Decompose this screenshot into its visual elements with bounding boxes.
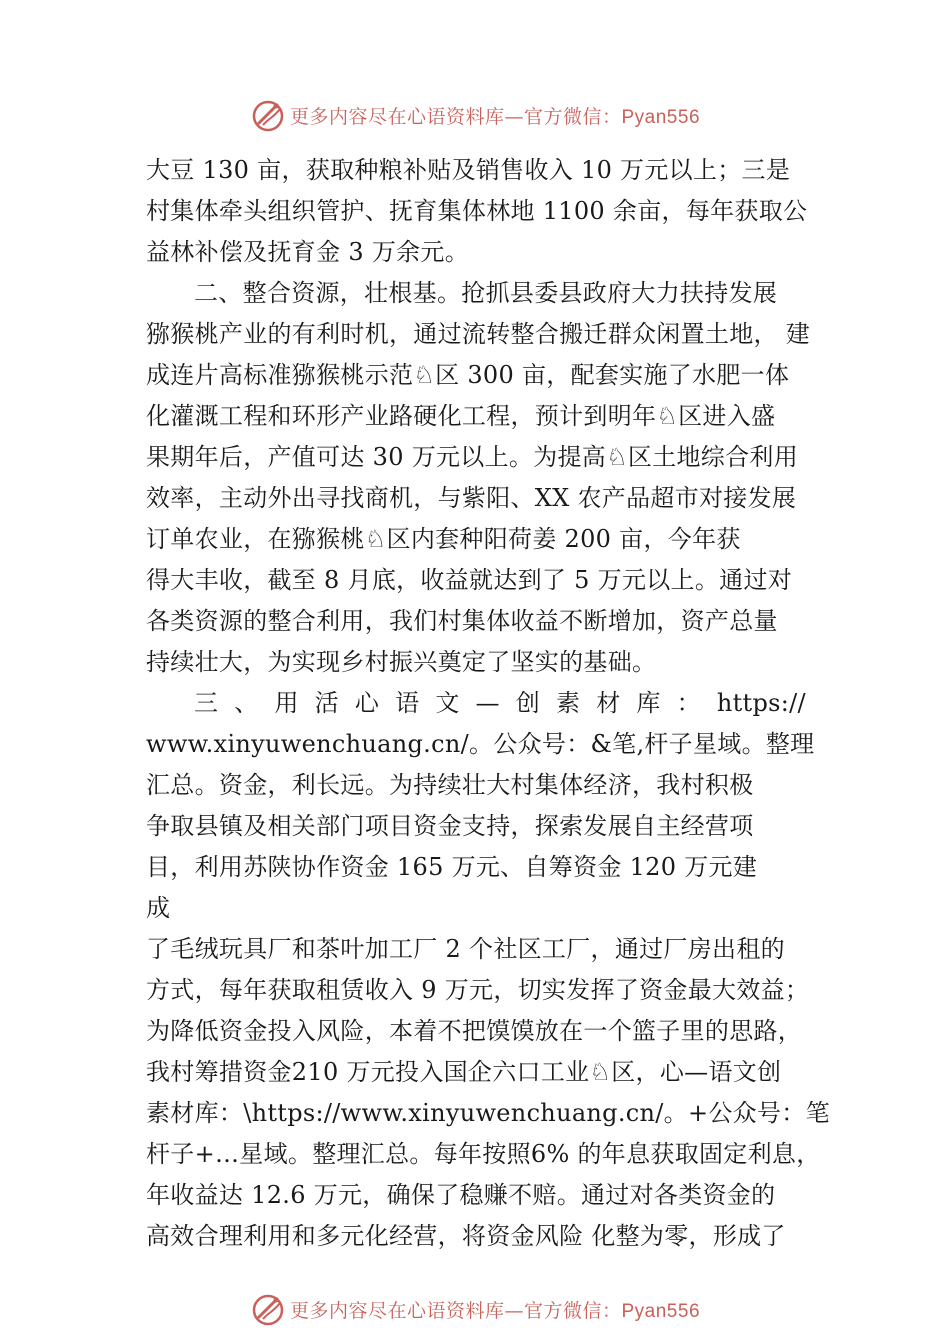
text-line: 年收益达 12.6 万元，确保了稳赚不赔。通过对各类资金的 (146, 1181, 776, 1209)
spread-char: 、 (234, 689, 259, 717)
spread-char: 库 (636, 689, 661, 717)
pen-logo-icon (250, 1291, 286, 1327)
text-line: 猕猴桃产业的有利时机，通过流转整合搬迁群众闲置土地， 建 (146, 320, 811, 348)
text-line: 订单农业，在猕猴桃♘区内套种阳荷姜 200 亩，今年获 (146, 525, 741, 553)
text-line: 了毛绒玩具厂和茶叶加工厂 2 个社区工厂，通过厂房出租的 (146, 935, 785, 963)
text-line: 杆子+…星域。整理汇总。每年按照6% 的年息获取固定利息， (146, 1140, 821, 1168)
spread-url: https:// (716, 689, 806, 717)
text-line: 果期年后，产值可达 30 万元以上。为提高♘区土地综合利用 (146, 443, 799, 471)
banner-text: 更多内容尽在心语资料库—官方微信：Pyan556 (289, 1299, 701, 1322)
section-heading-line: 二、整合资源，壮根基。抢抓县委县政府大力扶持发展 (194, 279, 778, 307)
text-line: 益林补偿及抚育金 3 万余元。 (146, 238, 470, 266)
spread-char: 用 (274, 689, 299, 717)
text-line: 素材库：\https://www.xinyuwenchuang.cn/。+公众号：笔 (146, 1099, 830, 1127)
spread-char: 文 (435, 689, 460, 717)
text-line: 成 (146, 894, 171, 922)
text-line: 得大丰收，截至 8 月底，收益就达到了 5 万元以上。通过对 (146, 566, 793, 594)
spread-char: ： (676, 689, 701, 717)
text-line: 成连片高标准猕猴桃示范♘区 300 亩，配套实施了水肥一体 (146, 361, 790, 389)
text-line: 化灌溉工程和环形产业路硬化工程，预计到明年♘区进入盛 (146, 402, 776, 430)
spread-char: 语 (395, 689, 420, 717)
spread-char: 活 (314, 689, 339, 717)
text-line: 目，利用苏陕协作资金 165 万元、自筹资金 120 万元建 (146, 853, 758, 881)
text-line: 高效合理利用和多元化经营，将资金风险 化整为零，形成了 (146, 1222, 786, 1250)
spread-char: 三 (194, 689, 219, 717)
text-line: 争取县镇及相关部门项目资金支持，探索发展自主经营项 (146, 812, 754, 840)
text-line: 汇总。资金，利长远。为持续壮大村集体经济，我村积极 (146, 771, 754, 799)
text-line: 大豆 130 亩，获取种粮补贴及销售收入 10 万元以上；三是 (146, 156, 791, 184)
footer-banner (0, 1289, 950, 1329)
header-banner (0, 95, 950, 135)
text-line: 持续壮大，为实现乡村振兴奠定了坚实的基础。 (146, 648, 657, 676)
spread-char: 材 (596, 689, 621, 717)
text-line: www.xinyuwenchuang.cn/。公众号：&笔,杆子星域。整理 (146, 730, 815, 758)
pen-logo-icon (250, 97, 286, 133)
spread-char: — (475, 689, 500, 717)
section-heading-spread-line (146, 683, 806, 724)
spread-char: 素 (555, 689, 581, 717)
text-line: 效率，主动外出寻找商机，与紫阳、XX 农产品超市对接发展 (146, 484, 797, 512)
text-line: 我村筹措资金210 万元投入国企六口工业♘区，心—语文创 (146, 1058, 782, 1086)
spread-char: 创 (515, 689, 541, 717)
text-line: 村集体牵头组织管护、抚育集体林地 1100 余亩，每年获取公 (146, 197, 808, 225)
banner-text: 更多内容尽在心语资料库—官方微信：Pyan556 (289, 105, 701, 128)
spread-char: 心 (354, 689, 380, 717)
text-line: 为降低资金投入风险，本着不把馍馍放在一个篮子里的思路， (146, 1017, 803, 1045)
text-line: 方式，每年获取租赁收入 9 万元，切实发挥了资金最大效益； (146, 976, 810, 1004)
text-line: 各类资源的整合利用，我们村集体收益不断增加，资产总量 (146, 607, 778, 635)
document-body (146, 150, 846, 1257)
